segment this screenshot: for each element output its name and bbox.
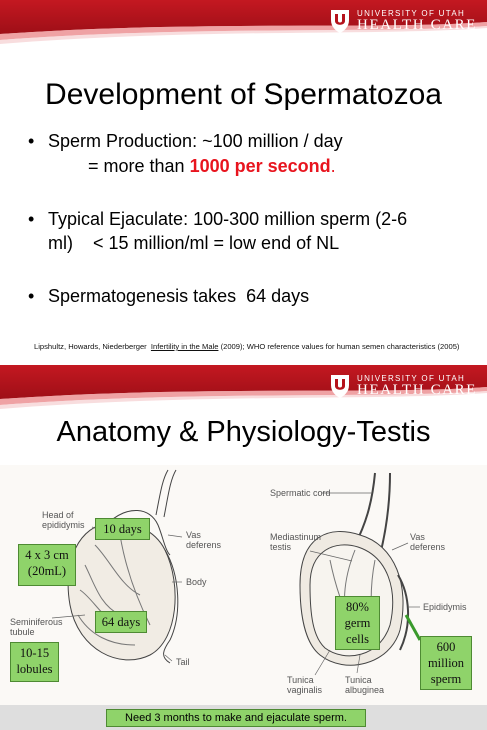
sub-line-suffix: .: [330, 156, 336, 176]
header-band: [0, 365, 487, 409]
label-tail: Tail: [176, 657, 190, 667]
box-testis-size: [18, 544, 76, 586]
sub-line-highlight: 1000 per second: [189, 156, 331, 176]
label-line: testis: [270, 542, 292, 552]
bullet-wrap-text: ml) < 15 million/ml = low end of NL: [48, 233, 340, 253]
brand-line2: HEALTH CARE: [357, 16, 477, 33]
box-line: sperm: [430, 672, 462, 686]
bullet-dot: •: [28, 209, 35, 229]
label-line: vaginalis: [287, 685, 323, 695]
box-lobules: [10, 642, 59, 682]
label-line: albuginea: [345, 685, 385, 695]
label-line: deferens: [410, 542, 446, 552]
label-spermatic-cord: Spermatic cord: [270, 488, 331, 498]
brand-line1: UNIVERSITY OF UTAH: [357, 373, 466, 383]
box-600-million: [420, 636, 472, 690]
bullet-text: Sperm Production: ~100 million / day: [48, 131, 343, 151]
label-vas-deferens-right: [410, 532, 445, 552]
label-line: deferens: [186, 540, 222, 550]
bullet-dot: •: [28, 131, 35, 151]
shield-icon: [329, 8, 351, 34]
brand-line1: UNIVERSITY OF UTAH: [357, 8, 466, 18]
brand-logo: [329, 371, 477, 401]
label-body: Body: [186, 577, 207, 587]
label-line: Head of: [42, 510, 74, 520]
brand-logo: [329, 6, 477, 36]
bullet-text: Typical Ejaculate: 100-300 million sperm (2-6: [48, 209, 408, 229]
shield-icon: [329, 373, 351, 399]
label-line: epididymis: [42, 520, 85, 530]
ref-rest: (2009); WHO reference values for human semen characteristics (2005): [218, 342, 460, 351]
slide1-title: Development of Spermatozoa: [45, 78, 442, 111]
box-germ-cells: [335, 596, 380, 650]
label-line: tubule: [10, 627, 35, 637]
ref-book: Infertility in the Male: [150, 342, 219, 351]
slide2-title: Anatomy & Physiology-Testis: [56, 416, 431, 448]
sub-line-prefix: = more than: [88, 156, 190, 176]
label-mediastinum-testis: [270, 532, 321, 552]
label-vas-deferens-left: [186, 530, 221, 550]
box-line: (20mL): [27, 564, 67, 578]
box-line: 80%: [346, 600, 369, 614]
box-line: lobules: [16, 662, 53, 676]
label-line: Vas: [186, 530, 201, 540]
label-tunica-albuginea: [345, 675, 384, 695]
box-ten-days: 10 days: [95, 518, 150, 540]
label-tunica-vaginalis: [287, 675, 322, 695]
ref-authors: Lipshultz, Howards, Niederberger: [34, 342, 151, 351]
label-epididymis: Epididymis: [423, 602, 467, 612]
header-band: [0, 0, 487, 44]
label-line: Seminiferous: [10, 617, 63, 627]
label-line: Tunica: [287, 675, 314, 685]
bullet-text: Spermatogenesis takes 64 days: [48, 286, 310, 306]
box-line: 10-15: [19, 646, 50, 660]
reference-citation: [34, 342, 464, 352]
brand-line2: HEALTH CARE: [357, 381, 477, 398]
box-line: germ: [344, 616, 371, 630]
sub-line-rate: [88, 155, 336, 177]
box-line: cells: [346, 632, 369, 646]
label-head-epididymis: [42, 510, 85, 530]
label-line: Vas: [410, 532, 425, 542]
label-line: Tunica: [345, 675, 372, 685]
note-three-months: Need 3 months to make and ejaculate sperm.: [106, 709, 366, 727]
box-sixty-four-days: 64 days: [95, 611, 147, 633]
box-line: 4 x 3 cm: [25, 548, 69, 562]
label-seminiferous-tubule: [10, 617, 63, 637]
label-line: Mediastinum: [270, 532, 322, 542]
bullet-dot: •: [28, 286, 35, 306]
box-line: 600: [436, 640, 456, 654]
box-line: million: [427, 656, 465, 670]
